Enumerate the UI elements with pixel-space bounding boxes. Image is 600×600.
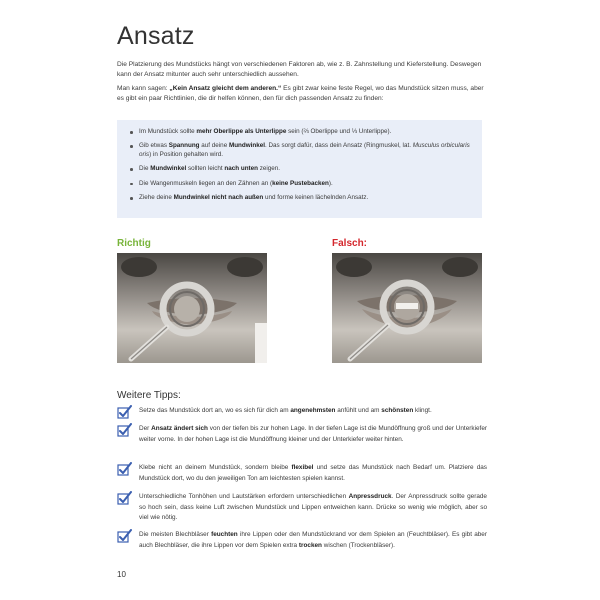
checkbox-check-icon: [117, 462, 133, 476]
page-number: 10: [117, 570, 126, 579]
checkbox-check-icon: [117, 529, 133, 543]
mouthpiece-photo-illustration: [332, 253, 482, 363]
checklist-text: Die meisten Blechbläser feuchten ihre Lippen oder den Mundstückrand vor dem Spielen an (Feuchtbläser). Es gibt aber auch Blechbläser, die ihre Lippen vor dem Spielen extra trocken wischen (Trockenbläser).: [139, 531, 487, 549]
tip-item: Ziehe deine Mundwinkel nicht nach außen und forme keinen lächelnden Ansatz.: [129, 194, 470, 202]
checkbox-check-icon: [117, 491, 133, 505]
label-falsch: Falsch:: [332, 238, 368, 249]
tip-box: [117, 120, 482, 218]
tip-item: Im Mundstück sollte mehr Oberlippe als Unterlippe sein (⅔ Oberlippe und ⅓ Unterlippe).: [129, 128, 470, 136]
checklist-text: Unterschiedliche Tonhöhen und Lautstärken erfordern unterschiedlichen Anpressdruck. Der Anpressdruck sollte gerade so hoch sein, dass keine Luft zwischen Mundstück und Lippen entweichen kann. Drücke so wenig wie möglich, aber so viel wie nötig.: [139, 493, 487, 522]
intro-bold-quote: „Kein Ansatz gleicht dem anderen.“: [169, 85, 282, 92]
page-title: Ansatz: [117, 22, 195, 50]
tip-item: Gib etwas Spannung auf deine Mundwinkel. Das sorgt dafür, dass dein Ansatz (Ringmuskel, lat. Musculus orbicularis oris) in Position gehalten wird.: [129, 142, 470, 159]
checklist-text: Klebe nicht an deinem Mundstück, sondern bleibe flexibel und setze das Mundstück nach Bedarf um. Platziere das Mundstück dort, wo du den jeweiligen Ton am leichtesten spielen kannst.: [139, 464, 487, 482]
photo-wrong-embouchure: [332, 253, 482, 363]
intro-paragraph-1: Die Platzierung des Mundstücks hängt von verschiedenen Faktoren ab, wie z. B. Zahnstellung und Kieferstellung. Deswegen kann der Ansatz mitunter auch sehr unterschiedlich aussehen.: [117, 61, 482, 78]
mouthpiece-photo-illustration: [117, 253, 267, 363]
checklist-text: Der Ansatz ändert sich von der tiefen bis zur hohen Lage. In der tiefen Lage ist die Mundöffnung groß und der Unterkiefer weiter vorne. In der hohen Lage ist die Mundöffnung kleiner und der Unterkiefer weiter hinten.: [139, 425, 487, 443]
checkbox-check-icon: [117, 423, 133, 437]
intro-text-span: Es gibt zwar keine feste Regel, wo das Mundstück sitzen muss, aber es gibt ein paar Richtlinien, die dir helfen können, den für dich passenden Ansatz zu finden:: [117, 85, 484, 102]
intro-text: [117, 60, 492, 108]
photo-correct-embouchure: [117, 253, 267, 363]
tip-list: [129, 128, 470, 202]
checkbox-check-icon: [117, 405, 133, 419]
tip-item: Die Mundwinkel sollten leicht nach unten zeigen.: [129, 165, 470, 173]
intro-paragraph-2: [117, 84, 492, 104]
more-tips-heading: Weitere Tipps:: [117, 390, 181, 401]
tip-item: Die Wangenmuskeln liegen an den Zähnen an (keine Pustebacken).: [129, 180, 470, 188]
intro-text-span: Man kann sagen:: [117, 85, 170, 92]
label-richtig: Richtig: [117, 238, 151, 249]
checklist-text: Setze das Mundstück dort an, wo es sich für dich am angenehmsten anfühlt und am schönsten klingt.: [139, 407, 432, 414]
